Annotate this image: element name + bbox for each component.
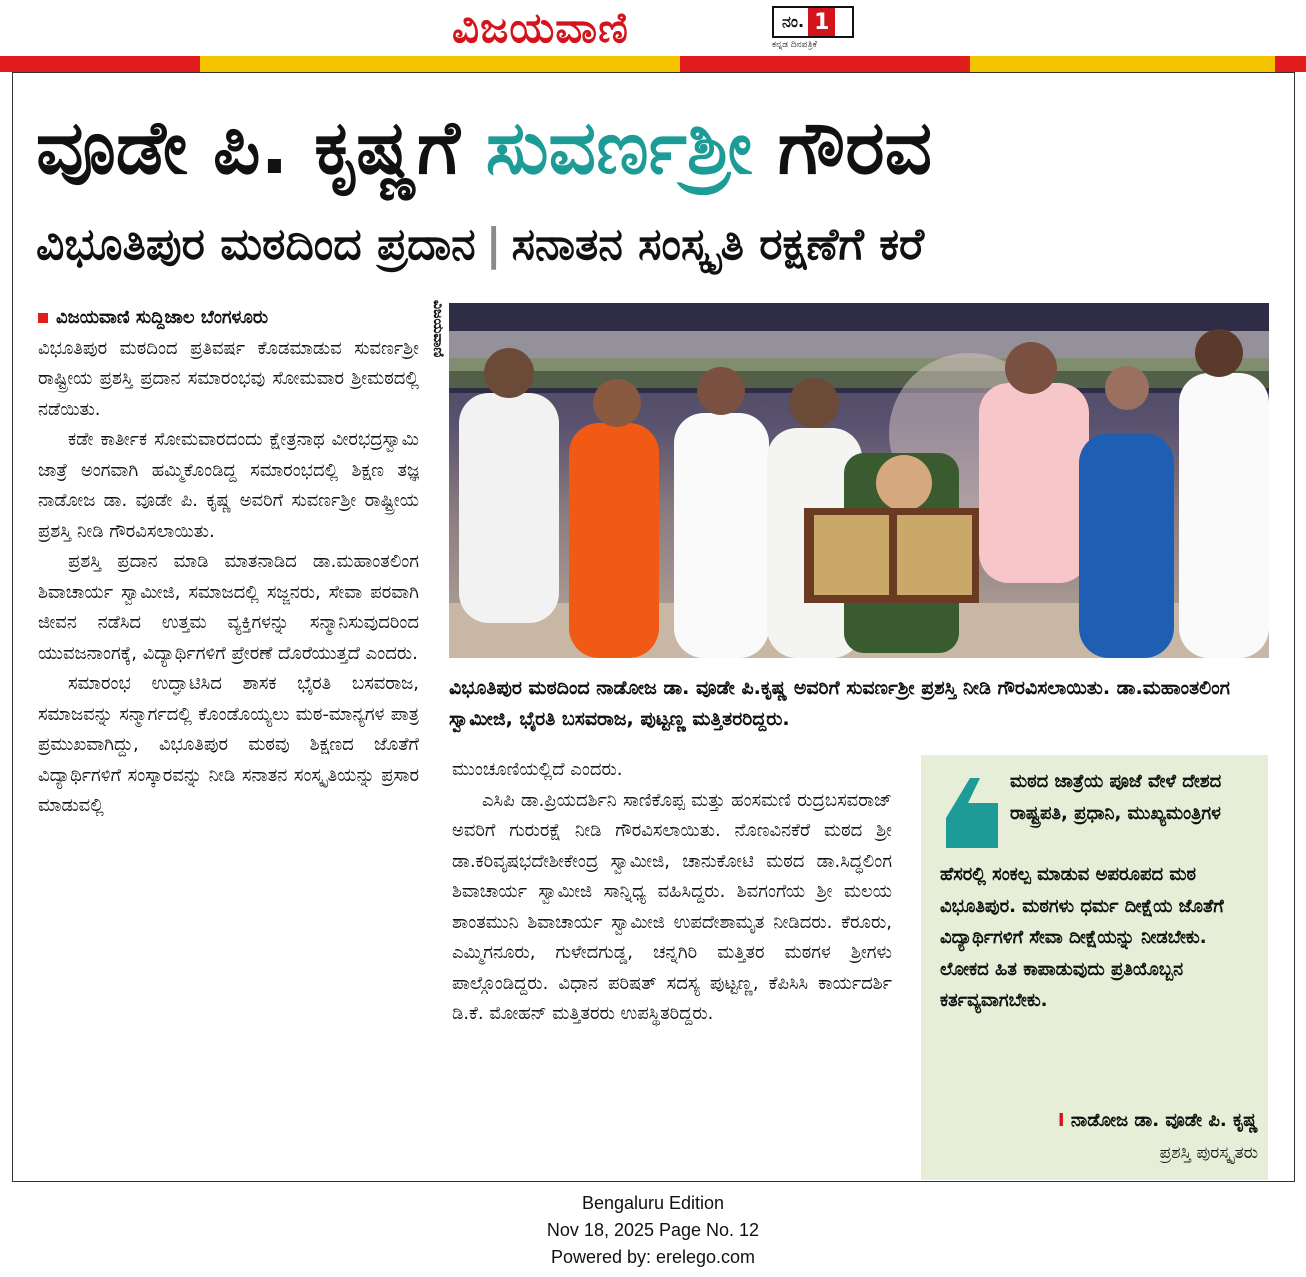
subhead-left: ವಿಭೂತಿಪುರ ಮಠದಿಂದ ಪ್ರದಾನ	[36, 219, 476, 270]
badge-prefix: ನಂ.	[782, 12, 805, 31]
badge-number: 1	[808, 8, 835, 36]
number-one-badge	[772, 6, 854, 38]
masthead	[0, 0, 1306, 56]
pull-quote-body: ಹೆಸರಲ್ಲಿ ಸಂಕಲ್ಪ ಮಾಡುವ ಅಪರೂಪದ ಮಠ ವಿಭೂತಿಪುರ. ಮಠಗಳು ಧರ್ಮ ದೀಕ್ಷೆಯ ಜೊತೆಗೆ ವಿದ್ಯಾರ್ಥಿಗಳಿಗೆ ಸೇವಾ ದೀಕ್ಷೆಯನ್ನು ನೀಡಬೇಕು. ಲೋಕದ ಹಿತ ಕಾಪಾಡುವುದು ಪ್ರತಿಯೊಬ್ಬನ ಕರ್ತವ್ಯವಾಗಬೇಕು.	[940, 864, 1224, 1011]
powered-by-link[interactable]: Powered by: erelego.com	[550, 1247, 756, 1267]
pull-quote-lead: ಮಠದ ಜಾತ್ರೆಯ ಪೂಜೆ ವೇಳೆ ದೇಶದ ರಾಷ್ಟ್ರಪತಿ, ಪ್ರಧಾನಿ, ಮುಖ್ಯಮಂತ್ರಿಗಳ	[1010, 771, 1222, 824]
paragraph: ಎಸಿಪಿ ಡಾ.ಪ್ರಿಯದರ್ಶಿನಿ ಸಾಣಿಕೊಪ್ಪ ಮತ್ತು ಹಂಸಮಣಿ ರುದ್ರಬಸವರಾಜ್ ಅವರಿಗೆ ಗುರುರಕ್ಷೆ ನೀಡಿ ಗೌರವಿಸಲಾಯಿತು. ನೊಣವಿನಕೆರೆ ಮಠದ ಶ್ರೀ ಡಾ.ಕರಿವೃಷಭದೇಶೀಕೇಂದ್ರ ಸ್ವಾಮೀಜಿ, ಚಾನುಕೋಟಿ ಮಠದ ಡಾ.ಸಿದ್ಧಲಿಂಗ ಶಿವಾಚಾರ್ಯ ಸ್ವಾಮೀಜಿ ಸಾನ್ನಿಧ್ಯ ವಹಿಸಿದ್ದರು. ಶಿವಗಂಗೆಯ ಶ್ರೀ ಮಲಯ ಶಾಂತಮುನಿ ಶಿವಾಚಾರ್ಯ ಸ್ವಾಮೀಜಿ ಉಪದೇಶಾಮೃತ ನೀಡಿದರು. ಕೆರೂರು, ಎಮ್ಮಿಗನೂರು, ಗುಳೇದಗುಡ್ಡ, ಚನ್ನಗಿರಿ ಮತ್ತಿತರ ಮಠಗಳ ಶ್ರೀಗಳು ಪಾಲ್ಗೊಂಡಿದ್ದರು. ವಿಧಾನ ಪರಿಷತ್ ಸದಸ್ಯ ಪುಟ್ಟಣ್ಣ, ಕೆಪಿಸಿಸಿ ಕಾರ್ಯದರ್ಶಿ ಡಿ.ಕೆ. ಮೋಹನ್ ಮತ್ತಿತರರು ಉಪಸ್ಥಿತರಿದ್ದರು.	[452, 789, 892, 1024]
color-stripe	[680, 56, 970, 72]
page-footer	[0, 1190, 1306, 1271]
byline-text: ವಿಜಯವಾಣಿ ಸುದ್ದಿಜಾಲ ಬೆಂಗಳೂರು	[56, 307, 269, 328]
event-photo	[449, 303, 1269, 658]
headline-part1: ವೂಡೇ ಪಿ. ಕೃಷ್ಣಗೆ	[36, 105, 460, 191]
paragraph: ಸಮಾರಂಭ ಉದ್ಘಾಟಿಸಿದ ಶಾಸಕ ಭೈರತಿ ಬಸವರಾಜ, ಸಮಾಜವನ್ನು ಸನ್ಮಾರ್ಗದಲ್ಲಿ ಕೊಂಡೊಯ್ಯಲು ಮಠ-ಮಾನ್ಯಗಳ ಪಾತ್ರ ಪ್ರಮುಖವಾಗಿದ್ದು, ವಿಭೂತಿಪುರ ಮಠವು ಶಿಕ್ಷಣದ ಜೊತೆಗೆ ವಿದ್ಯಾರ್ಥಿಗಳಿಗೆ ಸಂಸ್ಕಾರವನ್ನು ನೀಡಿ ಸನಾತನ ಸಂಸ್ಕೃತಿಯನ್ನು ಪ್ರಸಾರ ಮಾಡುವಲ್ಲಿ	[38, 673, 419, 816]
headline-part2: ಗೌರವ	[777, 105, 932, 191]
color-stripe	[200, 56, 680, 72]
photo-illustration	[449, 303, 1269, 658]
quote-mark-icon	[940, 778, 1000, 848]
paragraph: ಪ್ರಶಸ್ತಿ ಪ್ರದಾನ ಮಾಡಿ ಮಾತನಾಡಿದ ಡಾ.ಮಹಾಂತಲಿಂಗ ಶಿವಾಚಾರ್ಯ ಸ್ವಾಮೀಜಿ, ಸಮಾಜದಲ್ಲಿ ಸಜ್ಜನರು, ಸೇವಾ ಪರವಾಗಿ ಜೀವನ ನಡೆಸಿದ ಉತ್ತಮ ವ್ಯಕ್ತಿಗಳನ್ನು ಸನ್ಮಾನಿಸುವುದರಿಂದ ಯುವಜನಾಂಗಕ್ಕೆ, ವಿದ್ಯಾರ್ಥಿಗಳಿಗೆ ಪ್ರೇರಣೆ ದೊರೆಯುತ್ತದೆ ಎಂದರು.	[38, 551, 419, 664]
subheadline	[36, 212, 1276, 278]
headline-highlight: ಸುವರ್ಣಶ್ರೀ	[485, 105, 752, 191]
byline-square-icon	[38, 313, 48, 323]
color-stripe	[0, 56, 200, 72]
masthead-tagline: ಕನ್ನಡ ದಿನಪತ್ರಿಕೆ	[772, 40, 818, 50]
pull-quote-role: ಪ್ರಶಸ್ತಿ ಪುರಸ್ಕೃತರು	[1159, 1143, 1258, 1163]
author-name: ನಾಡೋಜ ಡಾ. ವೂಡೇ ಪಿ. ಕೃಷ್ಣ	[1070, 1110, 1258, 1131]
photo-caption: ವಿಭೂತಿಪುರ ಮಠದಿಂದ ನಾಡೋಜ ಡಾ. ವೂಡೇ ಪಿ.ಕೃಷ್ಣ ಅವರಿಗೆ ಸುವರ್ಣಶ್ರೀ ಪ್ರಶಸ್ತಿ ನೀಡಿ ಗೌರವಿಸಲಾಯಿತು. ಡಾ.ಮಹಾಂತಲಿಂಗ ಸ್ವಾಮೀಜಿ, ಭೈರತಿ ಬಸವರಾಜ, ಪುಟ್ಟಣ್ಣ ಮತ್ತಿತರರಿದ್ದರು.	[449, 677, 1230, 730]
edition-label: Bengaluru Edition	[581, 1193, 725, 1213]
color-stripe	[1275, 56, 1306, 72]
middle-column	[452, 755, 892, 1030]
paragraph: ಮುಂಚೂಣಿಯಲ್ಲಿದೆ ಎಂದರು.	[452, 759, 623, 780]
author-bar: I	[1057, 1110, 1065, 1131]
byline	[38, 303, 419, 334]
subhead-right: ಸನಾತನ ಸಂಸ್ಕೃತಿ ರಕ್ಷಣೆಗೆ ಕರೆ	[511, 219, 925, 270]
paragraph: ಕಡೇ ಕಾರ್ತೀಕ ಸೋಮವಾರದಂದು ಕ್ಷೇತ್ರನಾಥ ವೀರಭದ್ರಸ್ವಾಮಿ ಜಾತ್ರೆ ಅಂಗವಾಗಿ ಹಮ್ಮಿಕೊಂಡಿದ್ದ ಸಮಾರಂಭದಲ್ಲಿ ಶಿಕ್ಷಣ ತಜ್ಞ ನಾಡೋಜ ಡಾ. ವೂಡೇ ಪಿ. ಕೃಷ್ಣ ಅವರಿಗೆ ಸುವರ್ಣಶ್ರೀ ರಾಷ್ಟ್ರೀಯ ಪ್ರಶಸ್ತಿ ನೀಡಿ ಗೌರವಿಸಲಾಯಿತು.	[38, 429, 419, 542]
left-column	[38, 303, 419, 822]
subhead-separator: |	[485, 219, 502, 270]
date-page-label: Nov 18, 2025 Page No. 12	[546, 1220, 760, 1240]
photo-credit: ವಿಜಯವಾಣಿ	[430, 300, 446, 358]
pull-quote-author	[940, 1110, 1258, 1131]
paragraph: ವಿಭೂತಿಪುರ ಮಠದಿಂದ ಪ್ರತಿವರ್ಷ ಕೊಡಮಾಡುವ ಸುವರ್ಣಶ್ರೀ ರಾಷ್ಟ್ರೀಯ ಪ್ರಶಸ್ತಿ ಪ್ರದಾನ ಸಮಾರಂಭವು ಸೋಮವಾರ ಶ್ರೀಮಠದಲ್ಲಿ ನಡೆಯಿತು.	[38, 337, 419, 420]
newspaper-logo: ವಿಜಯವಾಣಿ	[452, 3, 629, 52]
headline	[36, 100, 1276, 196]
color-stripe	[970, 56, 1275, 72]
